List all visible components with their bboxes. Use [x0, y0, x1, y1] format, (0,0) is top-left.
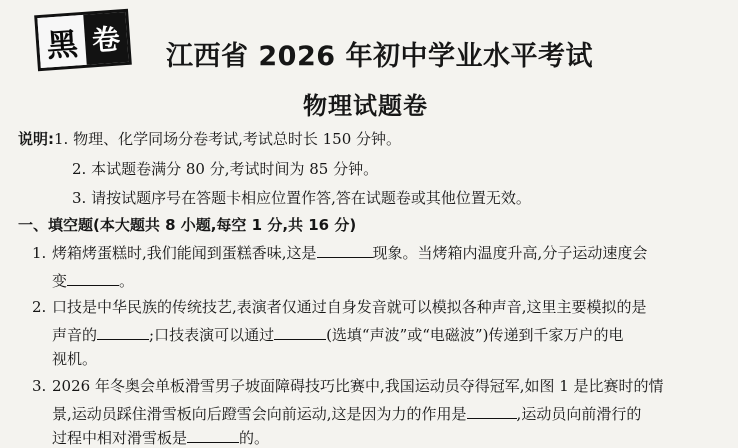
stamp-right-char: 卷	[83, 12, 128, 65]
question-text: 景,运动员踩住滑雪板向后蹬雪会向前运动,这是因为力的作用是	[52, 405, 467, 423]
question-2-line-1	[32, 298, 647, 316]
instructions-line-3	[72, 189, 531, 207]
answer-blank[interactable]	[67, 271, 119, 286]
question-text: 现象。当烤箱内温度升高,分子运动速度会	[372, 244, 648, 262]
question-text: 2026 年冬奥会单板滑雪男子坡面障碍技巧比赛中,我国运动员夺得冠军,如图 1 是比赛时的情	[52, 377, 664, 395]
answer-blank[interactable]	[467, 404, 517, 419]
answer-blank[interactable]	[274, 325, 326, 340]
question-text: 过程中相对滑雪板是	[52, 429, 188, 447]
answer-blank[interactable]	[97, 325, 149, 340]
answer-blank[interactable]	[317, 243, 373, 258]
question-number: 3.	[32, 377, 47, 395]
stamp-left-char: 黑	[37, 15, 86, 68]
question-1-line-1	[32, 243, 647, 262]
instructions-line-2	[72, 160, 378, 178]
section-heading: 一、填空题(本大题共 8 小题,每空 1 分,共 16 分)	[18, 216, 357, 234]
answer-blank[interactable]	[187, 428, 239, 443]
question-text: 的。	[239, 429, 270, 447]
question-text: (选填“声波”或“电磁波”)传递到千家万户的电	[326, 326, 624, 344]
question-number: 1.	[32, 244, 47, 262]
question-2-line-2	[52, 325, 623, 344]
question-text: ;口技表演可以通过	[149, 326, 275, 344]
instructions-line-1	[18, 130, 401, 148]
question-text: ,运动员向前滑行的	[516, 405, 642, 423]
question-3-line-3	[52, 428, 269, 447]
question-2-line-3	[52, 350, 97, 368]
question-text: 口技是中华民族的传统技艺,表演者仅通过自身发音就可以模拟各种声音,这里主要模拟的是	[52, 298, 647, 316]
question-text: 烤箱烤蛋糕时,我们能闻到蛋糕香味,这是	[52, 244, 317, 262]
instruction-item: 2. 本试题卷满分 80 分,考试时间为 85 分钟。	[72, 160, 379, 178]
question-text: 声音的	[52, 326, 98, 344]
question-number: 2.	[32, 298, 47, 316]
question-text: 变	[52, 272, 68, 290]
question-text: 视机。	[52, 350, 98, 368]
black-paper-stamp	[34, 9, 132, 71]
instruction-item: 3. 请按试题序号在答题卡相应位置作答,答在试题卷或其他位置无效。	[72, 189, 531, 207]
exam-subtitle: 物理试题卷	[303, 92, 428, 120]
question-1-line-2	[52, 271, 134, 290]
question-3-line-1	[32, 377, 664, 395]
exam-title: 江西省 2026 年初中学业水平考试	[166, 41, 593, 72]
question-3-line-2	[52, 404, 641, 423]
question-text: 。	[119, 272, 135, 290]
instructions-label: 说明:	[18, 130, 54, 148]
instruction-item: 1. 物理、化学同场分卷考试,考试总时长 150 分钟。	[54, 130, 402, 148]
